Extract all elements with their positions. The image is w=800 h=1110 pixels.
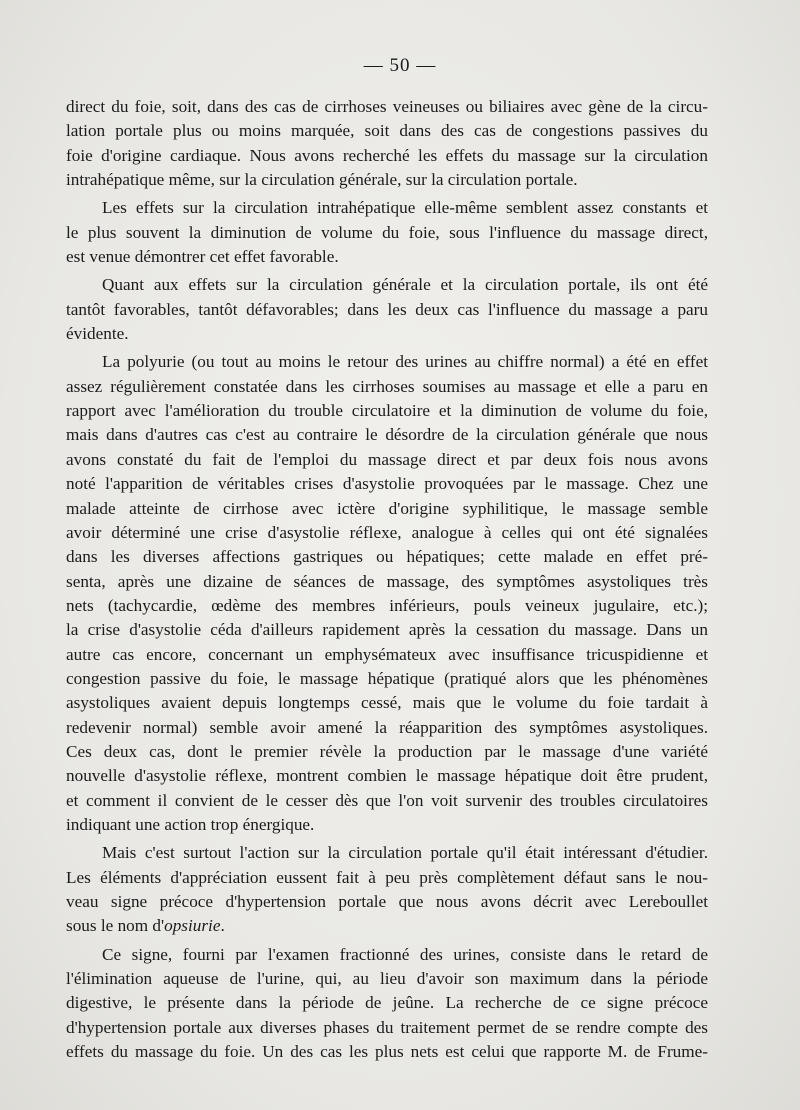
text-line: noté l'apparition de véritables crises d'asystolie provoquées par le massage. Chez une — [66, 474, 708, 494]
text-line: Les effets sur la circulation intrahépatique elle-même semblent assez constants et — [102, 198, 708, 218]
text-line: La polyurie (ou tout au moins le retour des urines au chiffre normal) a été en effet — [102, 352, 708, 372]
paragraph-4 — [66, 350, 708, 837]
text-line: dans les diverses affections gastriques ou hépatiques; cette malade en effet pré- — [66, 547, 708, 567]
body-text — [66, 95, 708, 1064]
text-line: indiquant une action trop énergique. — [66, 814, 315, 834]
text-line: malade atteinte de cirrhose avec ictère d'origine syphilitique, le massage semble — [66, 498, 708, 518]
paragraph-1 — [66, 95, 708, 192]
text-line: Ces deux cas, dont le premier révèle la production par le massage d'une variété — [66, 741, 708, 761]
text-line: intrahépatique même, sur la circulation générale, sur la circulation portale. — [66, 170, 578, 190]
text-line: Mais c'est surtout l'action sur la circulation portale qu'il était intéressant d'étudier. — [102, 843, 708, 863]
text-line: nouvelle d'asystolie réflexe, montrent combien le massage hépatique doit être prudent, — [66, 766, 708, 786]
paragraph-2 — [66, 196, 708, 269]
text-line: nets (tachycardie, œdème des membres inférieurs, pouls veineux jugulaire, etc.); — [66, 595, 708, 615]
text-fragment: . — [220, 916, 225, 936]
text-line: veau signe précoce d'hypertension portale que nous avons décrit avec Lereboullet — [66, 892, 708, 911]
text-line: est venue démontrer cet effet favorable. — [66, 247, 339, 267]
text-line: senta, après une dizaine de séances de massage, des symptômes asystoliques très — [66, 571, 708, 591]
text-line: d'hypertension portale aux diverses phases du traitement permet de se rendre compte des — [66, 1017, 708, 1037]
text-line: lation portale plus ou moins marquée, soit dans des cas de congestions passives du — [66, 121, 708, 141]
text-line: l'élimination aqueuse de l'urine, qui, au lieu d'avoir son maximum dans la période — [66, 969, 708, 989]
page-number: — 50 — — [363, 55, 437, 76]
text-line: redevenir normal) semble avoir amené la réapparition des symptômes asystoliques. — [66, 717, 708, 737]
text-line: assez régulièrement constatée dans les cirrhoses soumises au massage et elle a paru en — [66, 376, 708, 396]
text-line: avons constaté du fait de l'emploi du massage direct et par deux fois nous avons — [66, 449, 708, 469]
text-line: Quant aux effets sur la circulation générale et la circulation portale, ils ont été — [102, 275, 708, 295]
text-line: autre cas encore, concernant un emphysémateux avec insuffisance tricuspidienne et — [66, 644, 708, 664]
italic-term-opsiurie: opsiurie — [164, 916, 221, 936]
paragraph-3 — [66, 273, 708, 346]
text-line: la crise d'asystolie céda d'ailleurs rapidement après la cessation du massage. Dans un — [66, 620, 708, 640]
text-line: foie d'origine cardiaque. Nous avons recherché les effets du massage sur la circulation — [66, 145, 708, 165]
text-line: direct du foie, soit, dans des cas de cirrhoses veineuses ou biliaires avec gène de la circu- — [66, 97, 708, 116]
text-line: Ce signe, fourni par l'examen fractionné des urines, consiste dans le retard de — [102, 944, 708, 964]
text-line: évidente. — [66, 324, 129, 344]
text-fragment: sous le nom d' — [66, 916, 165, 936]
text-line: asystoliques avaient depuis longtemps cessé, mais que le volume du foie tardait à — [66, 693, 708, 713]
text-line: effets du massage du foie. Un des cas les plus nets est celui que rapporte M. de Frume- — [66, 1042, 708, 1062]
text-line: tantôt favorables, tantôt défavorables; dans les deux cas l'influence du massage a paru — [66, 299, 708, 319]
paragraph-5 — [66, 841, 708, 938]
text-line: congestion passive du foie, le massage hépatique (pratiqué alors que les phénomènes — [66, 668, 708, 688]
text-line: le plus souvent la diminution de volume du foie, sous l'influence du massage direct, — [66, 222, 708, 242]
text-line: digestive, le présente dans la période de jeûne. La recherche de ce signe précoce — [66, 993, 708, 1013]
text-line-with-italic — [66, 914, 708, 938]
text-line: Les éléments d'appréciation eussent fait à peu près complètement défaut sans le nou- — [66, 867, 708, 887]
text-line: rapport avec l'amélioration du trouble circulatoire et la diminution de volume du foie, — [66, 401, 708, 421]
paragraph-6 — [66, 943, 708, 1065]
text-line: mais dans d'autres cas c'est au contraire le désordre de la circulation générale que nous — [66, 425, 708, 445]
text-line: avoir déterminé une crise d'asystolie réflexe, analogue à celles qui ont été signalées — [66, 522, 708, 542]
text-line: et comment il convient de le cesser dès que l'on voit survenir des troubles circulatoires — [66, 790, 708, 810]
